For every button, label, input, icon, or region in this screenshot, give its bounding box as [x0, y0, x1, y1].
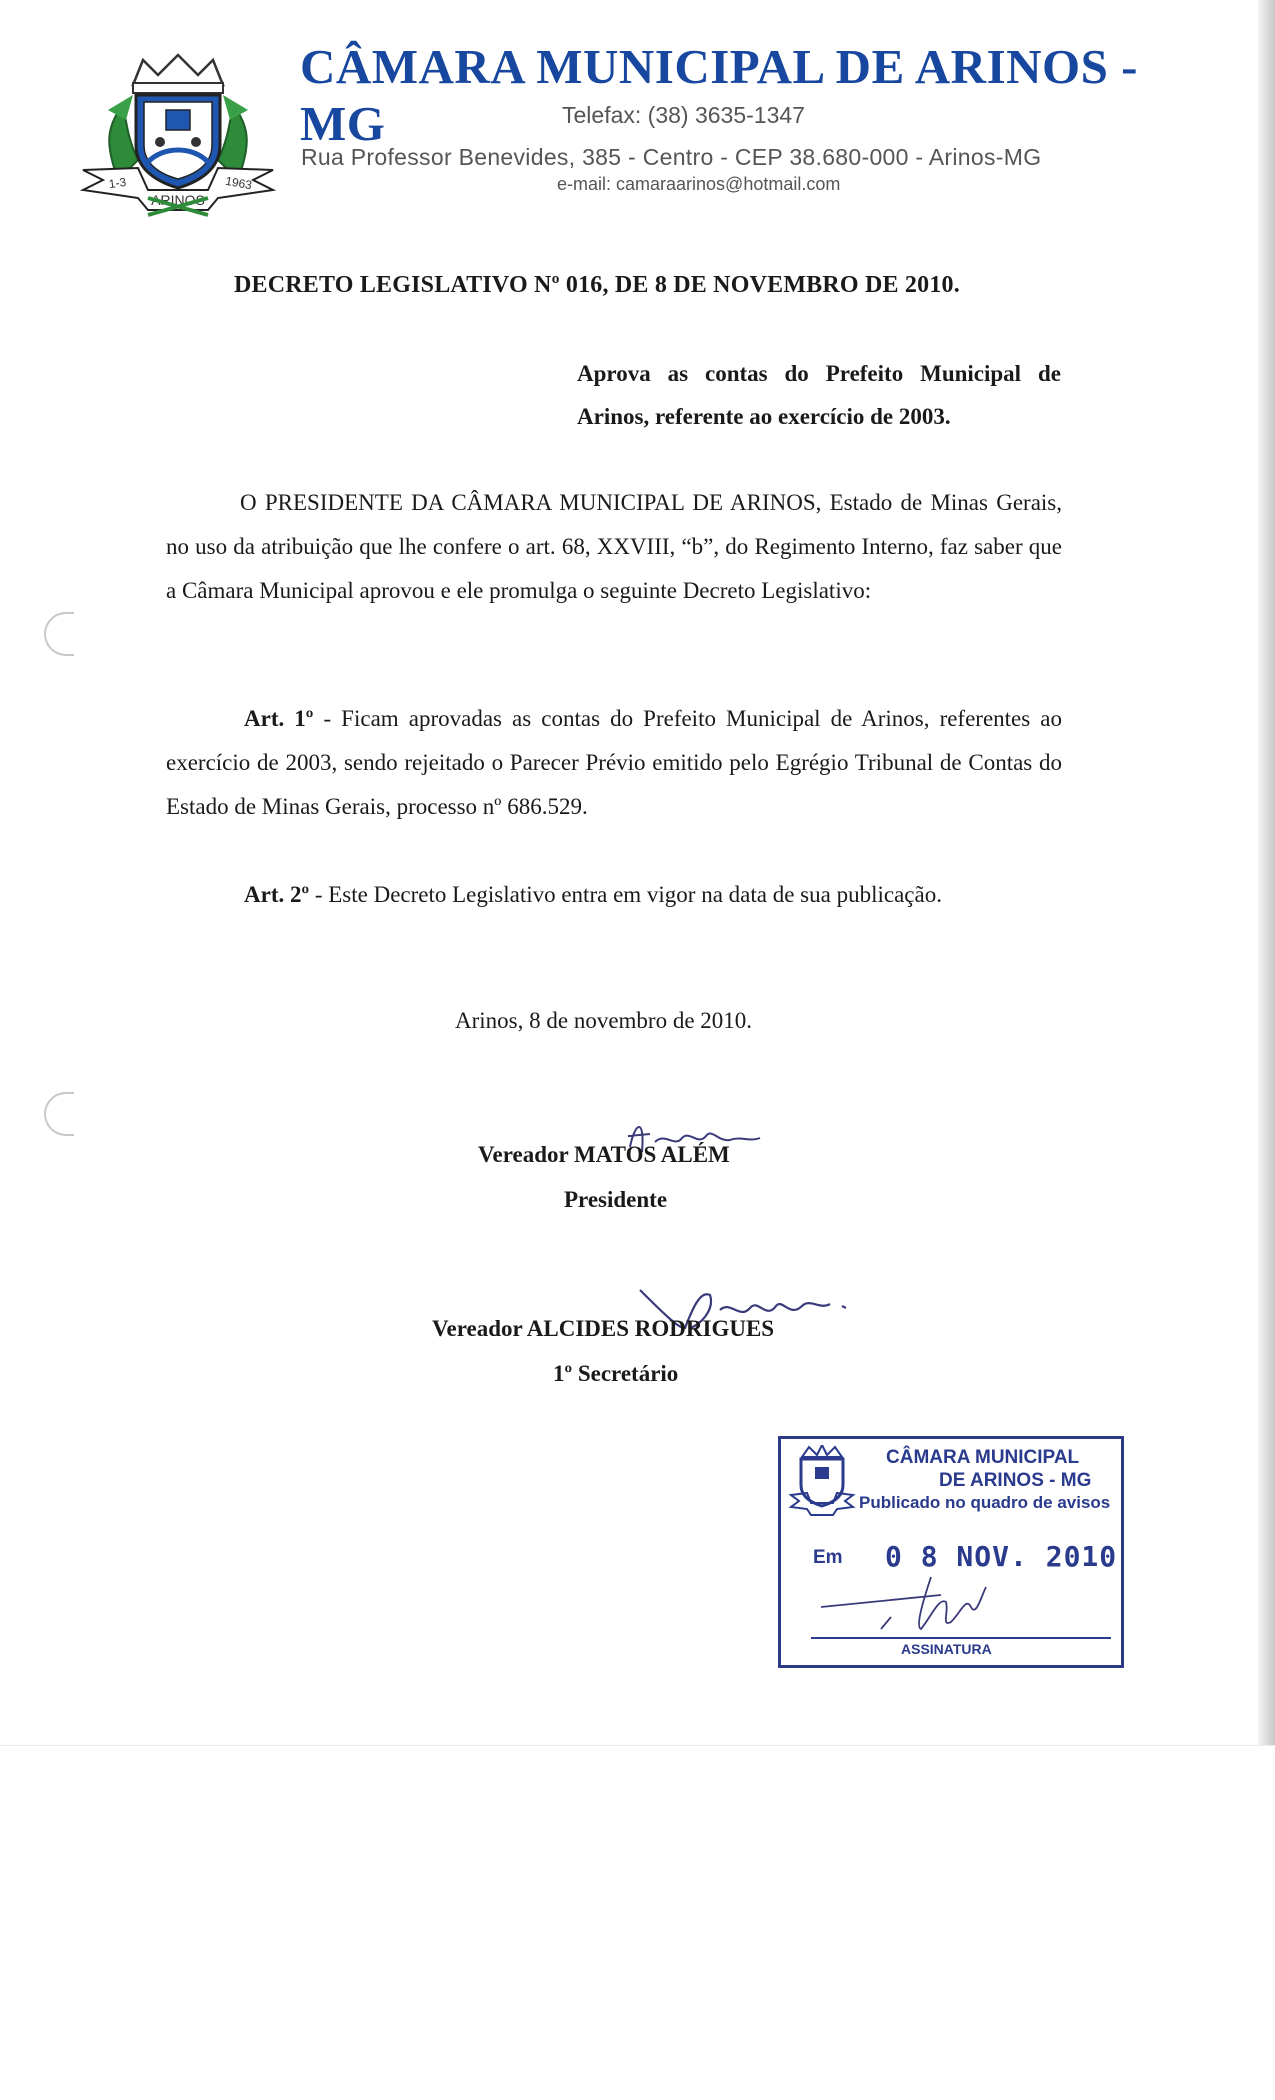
letterhead-phone: Telefax: (38) 3635-1347	[562, 102, 805, 128]
decree-title: DECRETO LEGISLATIVO Nº 016, DE 8 DE NOVEMBRO DE 2010.	[234, 272, 960, 298]
stamp-date: 0 8 NOV. 2010	[885, 1540, 1118, 1573]
stamp-signature-line	[811, 1637, 1111, 1639]
scan-bottom-edge	[0, 1745, 1275, 1746]
place-and-date: Arinos, 8 de novembro de 2010.	[455, 1008, 753, 1033]
signature-name-secretary: Vereador ALCIDES RODRIGUES	[432, 1316, 775, 1341]
letterhead-email: e-mail: camaraarinos@hotmail.com	[557, 174, 841, 194]
article-2-paragraph	[166, 873, 1062, 917]
article-1-paragraph	[166, 697, 1062, 829]
letterhead-title: CÂMARA MUNICIPAL DE ARINOS - MG	[300, 39, 1138, 151]
signature-role-secretary: 1º Secretário	[553, 1361, 679, 1386]
signature-name-president: Vereador MATOS ALÉM	[478, 1142, 730, 1167]
scan-edge-shadow	[1258, 0, 1275, 1745]
punch-hole-mark	[44, 1092, 74, 1136]
stamp-signature-label: ASSINATURA	[901, 1641, 992, 1657]
article-2-label: Art. 2º	[244, 882, 310, 907]
article-1-text: - Ficam aprovadas as contas do Prefeito Municipal de Arinos, referentes ao exercício de 2003, sendo rejeitado o Parecer Prévio emitido pelo Egrégio Tribunal de Contas do Estado de Minas Gerais, processo nº 686.529.	[166, 706, 1062, 819]
crest-ribbon-text: ARINOS	[151, 192, 205, 208]
letterhead-address: Rua Professor Benevides, 385 - Centro - CEP 38.680-000 - Arinos-MG	[301, 144, 1042, 170]
publication-stamp	[778, 1436, 1124, 1668]
stamp-handwritten-signature	[821, 1567, 1061, 1647]
stamp-line-2: DE ARINOS - MG	[939, 1470, 1092, 1491]
article-1-label: Art. 1º	[244, 706, 314, 731]
stamp-em-label: Em	[813, 1547, 843, 1568]
decree-summary: Aprova as contas do Prefeito Municipal de Arinos, referente ao exercício de 2003.	[577, 361, 1061, 429]
article-2-text: - Este Decreto Legislativo entra em vigor na data de sua publicação.	[309, 882, 942, 907]
decree-intro-paragraph: O PRESIDENTE DA CÂMARA MUNICIPAL DE ARINOS, Estado de Minas Gerais, no uso da atribuição que lhe confere o art. 68, XXVIII, “b”, do Regimento Interno, faz saber que a Câmara Municipal aprovou e ele promulga o seguinte Decreto Legislativo:	[166, 490, 1062, 603]
municipal-crest-icon	[78, 50, 278, 220]
signature-role-president: Presidente	[564, 1187, 668, 1212]
stamp-crest-icon	[787, 1445, 857, 1519]
stamp-line-1: CÂMARA MUNICIPAL	[886, 1447, 1080, 1468]
stamp-line-3: Publicado no quadro de avisos	[859, 1493, 1111, 1512]
crest-right-year: 1963	[224, 173, 254, 193]
punch-hole-mark	[44, 612, 74, 656]
crest-left-date: 1-3	[107, 174, 128, 192]
